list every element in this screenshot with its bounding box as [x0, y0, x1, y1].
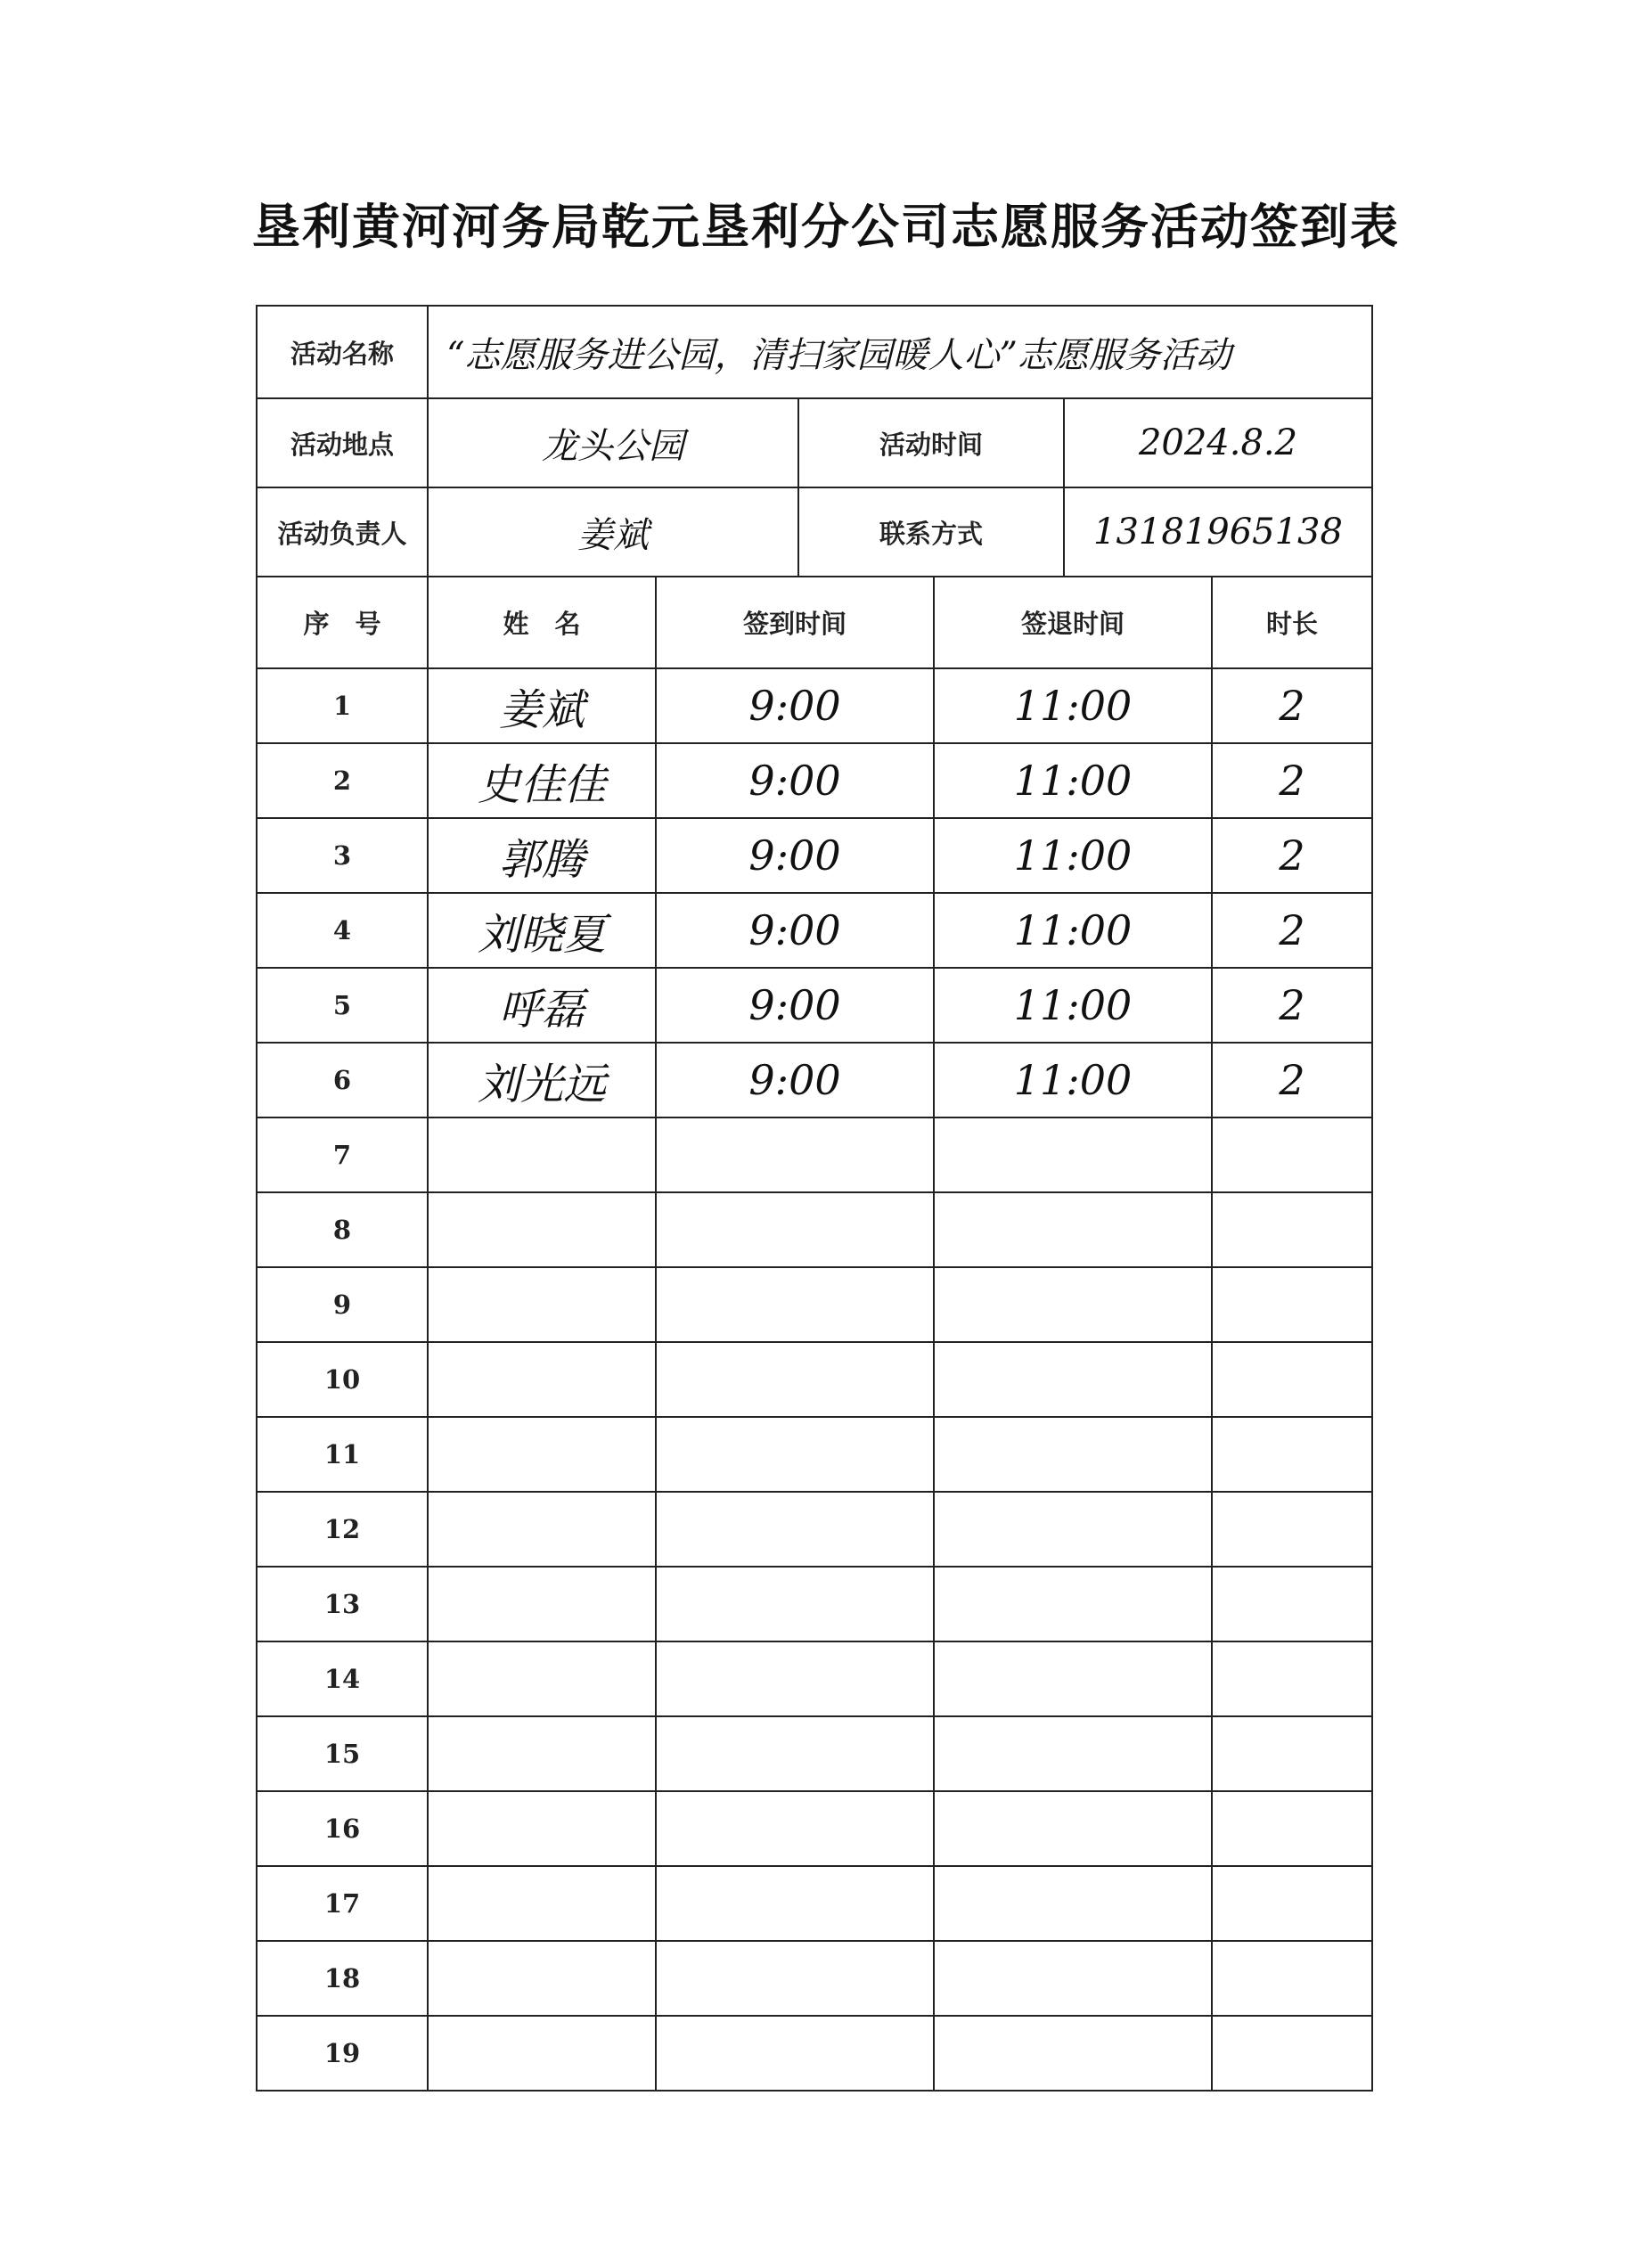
table-row [257, 668, 1372, 743]
row-name: 刘晓夏 [428, 893, 656, 968]
row-seq: 8 [257, 1192, 428, 1267]
row-checkin-time: 9:00 [656, 968, 934, 1043]
row-seq: 4 [257, 893, 428, 968]
row-checkout-time: 11:00 [934, 668, 1212, 743]
row-name [428, 1641, 656, 1716]
row-duration: 2 [1212, 968, 1372, 1043]
row-name: 郭腾 [428, 818, 656, 893]
row-checkin-time: 9:00 [656, 893, 934, 968]
row-duration [1212, 1492, 1372, 1567]
row-checkout-time [934, 1492, 1212, 1567]
seq-header: 序 号 [257, 577, 428, 668]
activity-name-value: “志愿服务进公园，清扫家园暖人心”志愿服务活动 [428, 306, 1372, 398]
leader-row [257, 487, 1372, 577]
row-checkout-time [934, 1716, 1212, 1791]
row-checkout-time [934, 1267, 1212, 1342]
table-row [257, 1866, 1372, 1941]
row-duration [1212, 1267, 1372, 1342]
row-name [428, 1941, 656, 2016]
row-name: 刘光远 [428, 1043, 656, 1117]
row-duration: 2 [1212, 668, 1372, 743]
row-name [428, 1866, 656, 1941]
checkout-header: 签退时间 [934, 577, 1212, 668]
row-duration [1212, 1567, 1372, 1641]
row-checkout-time [934, 2016, 1212, 2091]
row-checkin-time [656, 1342, 934, 1417]
row-checkin-time [656, 1716, 934, 1791]
row-checkout-time [934, 1417, 1212, 1492]
row-checkin-time [656, 1641, 934, 1716]
duration-header: 时长 [1212, 577, 1372, 668]
row-checkout-time [934, 1866, 1212, 1941]
activity-name-label: 活动名称 [257, 306, 428, 398]
table-row [257, 743, 1372, 818]
row-duration [1212, 1342, 1372, 1417]
row-duration [1212, 1192, 1372, 1267]
row-checkout-time [934, 1342, 1212, 1417]
row-checkin-time [656, 1267, 934, 1342]
row-duration [1212, 1641, 1372, 1716]
row-name [428, 1342, 656, 1417]
column-header-row [257, 577, 1372, 668]
row-checkout-time [934, 1117, 1212, 1192]
row-checkin-time [656, 2016, 934, 2091]
row-seq: 3 [257, 818, 428, 893]
location-value: 龙头公园 [428, 398, 798, 487]
table-row [257, 2016, 1372, 2091]
row-seq: 5 [257, 968, 428, 1043]
row-checkin-time: 9:00 [656, 743, 934, 818]
row-duration [1212, 1117, 1372, 1192]
document-title: 垦利黄河河务局乾元垦利分公司志愿服务活动签到表 [252, 199, 1400, 255]
activity-time-label: 活动时间 [798, 398, 1064, 487]
row-name [428, 1567, 656, 1641]
row-seq: 14 [257, 1641, 428, 1716]
table-row [257, 1716, 1372, 1791]
row-name [428, 1417, 656, 1492]
row-checkin-time [656, 1791, 934, 1866]
row-name: 史佳佳 [428, 743, 656, 818]
checkin-header: 签到时间 [656, 577, 934, 668]
contact-label: 联系方式 [798, 487, 1064, 577]
row-name: 呼磊 [428, 968, 656, 1043]
location-label: 活动地点 [257, 398, 428, 487]
row-duration [1212, 2016, 1372, 2091]
table-row [257, 968, 1372, 1043]
sign-in-table [256, 305, 1373, 2092]
leader-label: 活动负责人 [257, 487, 428, 577]
row-seq: 15 [257, 1716, 428, 1791]
row-seq: 7 [257, 1117, 428, 1192]
row-checkout-time: 11:00 [934, 743, 1212, 818]
row-checkout-time [934, 1567, 1212, 1641]
row-duration [1212, 1791, 1372, 1866]
row-duration [1212, 1417, 1372, 1492]
row-checkout-time [934, 1641, 1212, 1716]
table-row [257, 1941, 1372, 2016]
row-checkout-time [934, 1791, 1212, 1866]
row-checkin-time [656, 1192, 934, 1267]
row-seq: 12 [257, 1492, 428, 1567]
row-checkout-time [934, 1941, 1212, 2016]
row-checkin-time [656, 1417, 934, 1492]
activity-name-row [257, 306, 1372, 398]
row-checkin-time: 9:00 [656, 1043, 934, 1117]
row-name [428, 1267, 656, 1342]
row-checkout-time [934, 1192, 1212, 1267]
leader-value: 姜斌 [428, 487, 798, 577]
row-seq: 13 [257, 1567, 428, 1641]
row-seq: 6 [257, 1043, 428, 1117]
row-checkin-time [656, 1492, 934, 1567]
table-row [257, 1117, 1372, 1192]
row-name [428, 2016, 656, 2091]
activity-time-value: 2024.8.2 [1064, 398, 1372, 487]
table-row [257, 1492, 1372, 1567]
row-duration: 2 [1212, 893, 1372, 968]
row-checkin-time: 9:00 [656, 818, 934, 893]
table-row [257, 1267, 1372, 1342]
name-header: 姓 名 [428, 577, 656, 668]
row-seq: 19 [257, 2016, 428, 2091]
row-checkin-time: 9:00 [656, 668, 934, 743]
row-seq: 11 [257, 1417, 428, 1492]
table-row [257, 1192, 1372, 1267]
row-checkin-time [656, 1941, 934, 2016]
row-checkout-time: 11:00 [934, 818, 1212, 893]
row-duration [1212, 1716, 1372, 1791]
table-row [257, 1417, 1372, 1492]
row-duration [1212, 1941, 1372, 2016]
row-checkout-time: 11:00 [934, 893, 1212, 968]
row-name [428, 1192, 656, 1267]
row-checkout-time: 11:00 [934, 968, 1212, 1043]
row-duration [1212, 1866, 1372, 1941]
row-duration: 2 [1212, 743, 1372, 818]
row-seq: 18 [257, 1941, 428, 2016]
row-name [428, 1716, 656, 1791]
row-name [428, 1791, 656, 1866]
table-row [257, 1791, 1372, 1866]
location-row [257, 398, 1372, 487]
table-row [257, 1567, 1372, 1641]
table-row [257, 1641, 1372, 1716]
row-seq: 1 [257, 668, 428, 743]
row-name [428, 1117, 656, 1192]
row-checkin-time [656, 1567, 934, 1641]
row-seq: 9 [257, 1267, 428, 1342]
table-row [257, 893, 1372, 968]
contact-value: 13181965138 [1064, 487, 1372, 577]
row-seq: 17 [257, 1866, 428, 1941]
row-seq: 10 [257, 1342, 428, 1417]
table-row [257, 1342, 1372, 1417]
table-row [257, 818, 1372, 893]
row-seq: 16 [257, 1791, 428, 1866]
row-checkin-time [656, 1117, 934, 1192]
row-checkout-time: 11:00 [934, 1043, 1212, 1117]
row-name [428, 1492, 656, 1567]
row-checkin-time [656, 1866, 934, 1941]
row-duration: 2 [1212, 1043, 1372, 1117]
table-row [257, 1043, 1372, 1117]
row-name: 姜斌 [428, 668, 656, 743]
row-duration: 2 [1212, 818, 1372, 893]
row-seq: 2 [257, 743, 428, 818]
